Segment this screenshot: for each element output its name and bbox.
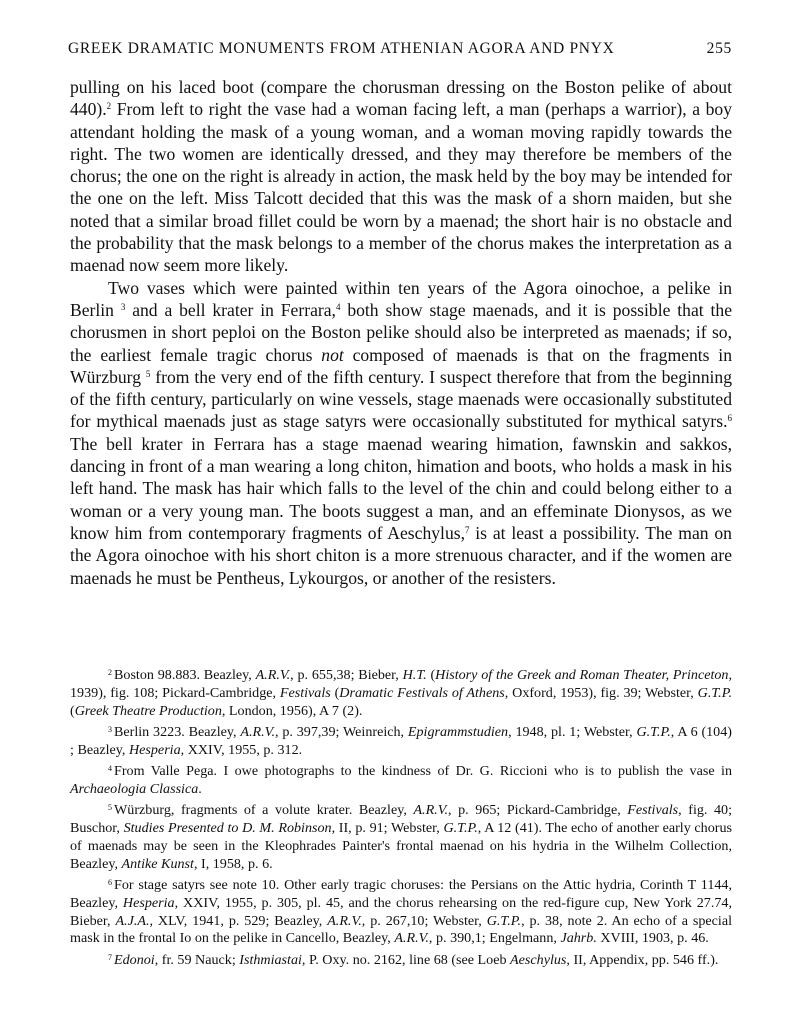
italic-text: Festivals (627, 801, 679, 818)
text-run: , A 12 (41). The echo of another early chorus of maenads may be seen in the Kleophrades Painter's frontal maenad on his hydria in the Wilhelm Collection, Beazley, (70, 819, 732, 872)
text-run: , XXIV, 1955, p. 312. (180, 741, 303, 758)
italic-text: A.R.V. (255, 667, 291, 683)
text-run: ( (330, 684, 340, 701)
text-run: , A 6 (104) ; Beazley, (70, 723, 732, 758)
italic-text: A.R.V. (413, 801, 449, 818)
italic-text: Festivals (279, 684, 331, 701)
text-run: Würzburg, fragments of a volute krater. Beazley, (114, 801, 414, 818)
italic-text: A.R.V. (327, 912, 362, 929)
text-run: ( (426, 667, 436, 683)
text-run: from the very end of the fifth century. I suspect therefore that from the beginning of the fifth century, particularly on wine vessels, stage maenads were occasionally substituted for mythical maenads just as stage satyrs were occasionally substituted for mythical satyrs. (70, 366, 732, 432)
text-run: Berlin 3223. Beazley, (114, 723, 241, 740)
text-run: both show stage maenads, and it is possible that the chorusmen in short peploi on the Boston pelike should also be interpreted as maenads; if so, the earliest female tragic chorus (70, 299, 732, 365)
italic-text: G.T.P. (697, 684, 733, 701)
text-run: , II, Appendix, pp. 546 ff.). (566, 951, 719, 968)
italic-text: Edonoi (114, 951, 155, 968)
italic-text: G.T.P. (636, 723, 671, 740)
italic-text: Hesperia (128, 741, 181, 758)
text-run: , p. 390,1; Engelmann, (428, 930, 561, 947)
text-run: , I, 1958, p. 6. (193, 855, 273, 872)
text-run: , p. 965; Pickard-Cambridge, (448, 801, 628, 818)
italic-text: Dramatic Festivals of Athens (339, 684, 505, 701)
footnote-ref: 7 (464, 524, 470, 535)
italic-text: Aeschylus (510, 951, 567, 968)
text-run: and a bell krater in Ferrara, (125, 299, 336, 320)
footnote (70, 763, 732, 799)
text-run: , p. 655,38; Bieber, (290, 667, 403, 683)
italic-text: A.J.A. (115, 912, 150, 929)
paragraph (70, 76, 732, 277)
text-run: XVIII, 1903, p. 46. (596, 930, 709, 947)
text-run: , fr. 59 Nauck; (154, 951, 240, 968)
text-run: , p. 397,39; Weinreich, (275, 723, 408, 740)
text-run: , p. 267,10; Webster, (361, 912, 487, 929)
text-run: Boston 98.883. Beazley, (114, 667, 256, 683)
text-run: From left to right the vase had a woman facing left, a man (perhaps a warrior), a boy attendant holding the mask of a young woman, and a woman moving rapidly towards the right. The two women are identically dressed, and they may therefore be members of the chorus; the one on the right is already in action, the mask held by the boy may be intended for the one on the left. Miss Talcott decided that this was the mask of a shorn maiden, but she noted that a similar broad fillet could be worn by a maenad; the short hair is no obstacle and the probability that the mask belongs to a member of the chorus makes the interpretation as a maenad now seem more likely. (70, 99, 732, 276)
text-run: , Oxford, 1953), fig. 39; Webster, (504, 684, 698, 701)
italic-text: Hesperia (122, 894, 175, 911)
text-run: , London, 1956), A 7 (2). (221, 702, 363, 719)
italic-text: Antike Kunst (121, 855, 194, 872)
footnote-number: 5 (108, 802, 112, 812)
footnote (70, 724, 732, 760)
footnote-number: 2 (108, 668, 112, 677)
text-run: ( (70, 702, 75, 719)
italic-text: H.T. (402, 667, 427, 683)
page-number: 255 (706, 40, 732, 57)
text-run: , 1948, pl. 1; Webster, (508, 723, 637, 740)
footnote (70, 667, 732, 721)
footnote (70, 877, 732, 949)
text-run: For stage satyrs see note 10. Other early tragic choruses: the Persians on the Attic hydria, Corinth T 1144, Beazley, (70, 876, 732, 911)
footnote-ref: 2 (106, 101, 112, 112)
text-run: From Valle Pega. I owe photographs to the kindness of Dr. G. Riccioni who is to publish the vase in (114, 762, 732, 779)
text-run: , XXIV, 1955, p. 305, pl. 45, and the chorus rehearsing on the red-figure cup, New York 27.74, Bieber, (70, 894, 732, 929)
running-title: GREEK DRAMATIC MONUMENTS FROM ATHENIAN AGORA AND PNYX (68, 40, 615, 57)
footnote-number: 3 (108, 724, 112, 734)
italic-text: History of the Greek and Roman Theater, Princeton (435, 667, 729, 683)
italic-text: Archaeologia Classica (70, 780, 199, 797)
footnote-number: 6 (108, 877, 112, 887)
text-run: , XLV, 1941, p. 529; Beazley, (149, 912, 328, 929)
footnote-ref: 6 (727, 413, 732, 424)
footnotes (70, 667, 732, 973)
text-run: , 1939), fig. 108; Pickard-Cambridge, (70, 667, 732, 701)
text-run: , fig. 40; Buschor, (70, 801, 732, 836)
text-run: , p. 38, note 2. An echo of a special mask in the frontal Io on the pelike in Cancello, Beazley, (70, 912, 732, 947)
italic-text: A.R.V. (394, 930, 429, 947)
footnote (70, 802, 732, 874)
italic-text: Studies Presented to D. M. Robinson (123, 819, 332, 836)
italic-text: G.T.P. (443, 819, 478, 836)
paragraph (70, 277, 732, 589)
footnote (70, 952, 732, 970)
text-run: , II, p. 91; Webster, (331, 819, 444, 836)
footnote-ref: 3 (120, 301, 126, 312)
text-run: composed of maenads is that on the fragments in Würzburg (70, 344, 732, 387)
footnote-ref: 4 (335, 301, 341, 312)
italic-text: G.T.P. (486, 912, 522, 929)
italic-text: A.R.V. (240, 723, 275, 740)
body-text (70, 76, 732, 589)
italic-text: not (321, 344, 344, 365)
text-run: Two vases which were painted within ten years of the Agora oinochoe, a pelike in Berlin (70, 277, 732, 320)
italic-text: Jahrb. (560, 930, 597, 947)
footnote-number: 7 (108, 952, 112, 962)
italic-text: Isthmiastai (239, 951, 302, 968)
italic-text: Greek Theatre Production (74, 702, 222, 719)
footnote-number: 4 (108, 763, 112, 773)
footnote-ref: 5 (145, 368, 151, 379)
text-run: The bell krater in Ferrara has a stage maenad wearing himation, fawnskin and sakkos, dancing in front of a man wearing a long chiton, himation and boots, who holds a mask in his left hand. The mask has hair which falls to the level of the chin and could belong either to a woman or a very young man. The boots suggest a man, and an effeminate Dionysos, as we know him from contemporary fragments of Aeschylus, (70, 433, 732, 543)
running-head (68, 40, 732, 62)
text-run: . (198, 780, 202, 797)
text-run: , P. Oxy. no. 2162, line 68 (see Loeb (301, 951, 511, 968)
text-run: is at least a possibility. The man on the Agora oinochoe with his short chiton is a more strenuous character, and if the women are maenads he must be Pentheus, Lykourgos, or another of the resisters. (70, 522, 732, 588)
text-run: pulling on his laced boot (compare the chorusman dressing on the Boston pelike of about 440). (70, 77, 732, 120)
italic-text: Epigrammstudien (407, 723, 509, 740)
